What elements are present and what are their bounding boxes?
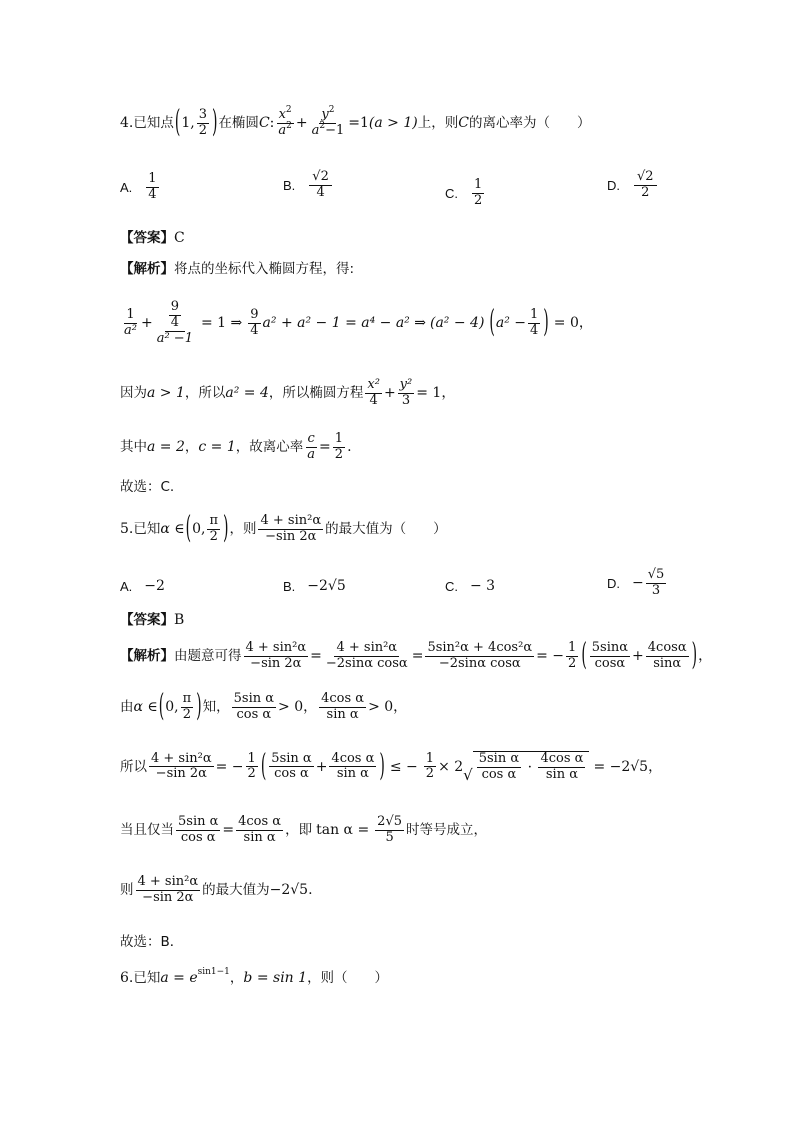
ellipse-x-term: $\frac{x^2}{a^2}$ — [278, 105, 292, 138]
ellipse-y-term: $\frac{y^2}{a^2-1}$ — [311, 105, 345, 138]
q4-answer: 【答案】 C — [120, 230, 185, 247]
q5-answer: 【答案】 B — [120, 612, 185, 629]
q4-conclusion: 故选：C. — [120, 479, 175, 495]
option-b[interactable]: B. −2√5 — [283, 578, 346, 594]
question-number: 5. — [120, 521, 134, 538]
q5-analysis-step4: 当且仅当 $\frac{\text{5sin α}}{\text{cos α}}$ = $\frac{\text{4cos α}}{\text{sin α}}$ ，即 tan α = $\frac{2√5}{5}$ 时等号成立， — [120, 814, 487, 845]
q4-step1: $\frac{1}{\text{a²}}$ + $\frac{\frac{9}{4}}{\text{a² −1}}$ = 1 ⇒ $\frac{9}{4}$ a² + a² − 1 = a⁴ − a² ⇒ (a² − 4) ( a² − $\frac{1}{4}$ ) = 0， — [124, 299, 593, 346]
option-b[interactable]: B. $\frac{√2}{4}$ — [283, 170, 334, 201]
q4-step2: 因为 a > 1 ，所以 a² = 4 ，所以椭圆方程 $\frac{\text{x²}}{4}$ + $\frac{\text{y²}}{3}$ = 1， — [120, 377, 456, 408]
option-c[interactable]: C. − 3 — [445, 578, 496, 594]
question-number: 6. — [120, 970, 134, 986]
option-d[interactable]: D. − $\frac{√5}{3}$ — [607, 567, 665, 598]
q4-analysis-intro: 【解析】 将点的坐标代入椭圆方程，得: — [120, 261, 355, 277]
square-root: √ $\frac{\text{5sin α}}{\text{cos α}}$ · $\frac{\text{4cos α}}{\text{sin α}}$ — [463, 751, 589, 783]
q5-analysis-step3: 所以 $\frac{\text{4 + sin²α}}{-\sin 2\alpha}$ = − $\frac{1}{2}$ ( $\frac{\text{5sin α}}{\text{cos α}}$ + $\frac{\text{4cos α}}{\text{sin α}}$ ) ≤ − $\frac{1}{2}$ × 2 √ $\frac{\text{5sin α}}{\text{cos α}}$ · $\frac{\text{4cos α}}{\text{sin α}}$ = −2√5， — [120, 748, 663, 784]
q5-stem: 5. 已知 α ∈ ( 0, $\frac{\pi}{2}$ ) ，则 $\frac{\text{4 + sin²α}}{-\sin 2\alpha}$ 的最大值为（ ） — [120, 510, 447, 547]
q4-stem: 4. 已知点 ( 1, $\frac{3}{2}$ ) 在椭圆 C : $\frac{x^2}{a^2}$ + $\frac{y^2}{a^2-1}$ =1 (a > 1) 上，则 C 的离心率为（ ） — [120, 104, 591, 141]
q5-analysis-step2: 由 α ∈ ( 0, $\frac{\pi}{2}$ ) 知， $\frac{\text{5sin α}}{\text{cos α}}$ > 0， $\frac{\text{4cos α}}{\text{sin α}}$ > 0， — [120, 688, 408, 725]
point-fraction: $\frac{3}{2}$ — [198, 107, 207, 138]
q5-analysis-step1: 【解析】 由题意可得 $\frac{\text{4 + sin²α}}{-\sin 2\alpha}$ = $\frac{\text{4 + sin²α}}{\text{−2sinα cosα}}$ = $\frac{\text{5sin²α + 4cos²α}}{\text{−2sinα cosα}}$ = − $\frac{1}{2}$ ( $\frac{5\sin\alpha}{\cos\alpha}$ + $\frac{4\cos\alpha}{\sin\alpha}$ ) ， — [120, 637, 713, 674]
option-a[interactable]: A. −2 — [120, 578, 165, 594]
option-d[interactable]: D. $\frac{√2}{2}$ — [607, 170, 659, 201]
option-c[interactable]: C. $\frac{1}{2}$ — [445, 177, 483, 208]
question-number: 4. — [120, 115, 134, 132]
option-a[interactable]: A. $\frac{1}{4}$ — [120, 171, 157, 202]
q4-step3: 其中 a = 2 ， c = 1 ，故离心率 $\frac{c}{a}$ = $\frac{1}{2}$ . — [120, 431, 352, 462]
q6-stem: 6. 已知 a = e sin1−1 ， b = sin 1 ，则（ ） — [120, 967, 389, 987]
q5-analysis-step5: 则 $\frac{\text{4 + sin²α}}{-\sin 2\alpha}$ 的最大值为 −2√5 . — [120, 874, 313, 905]
q5-conclusion: 故选：B． — [120, 934, 184, 950]
